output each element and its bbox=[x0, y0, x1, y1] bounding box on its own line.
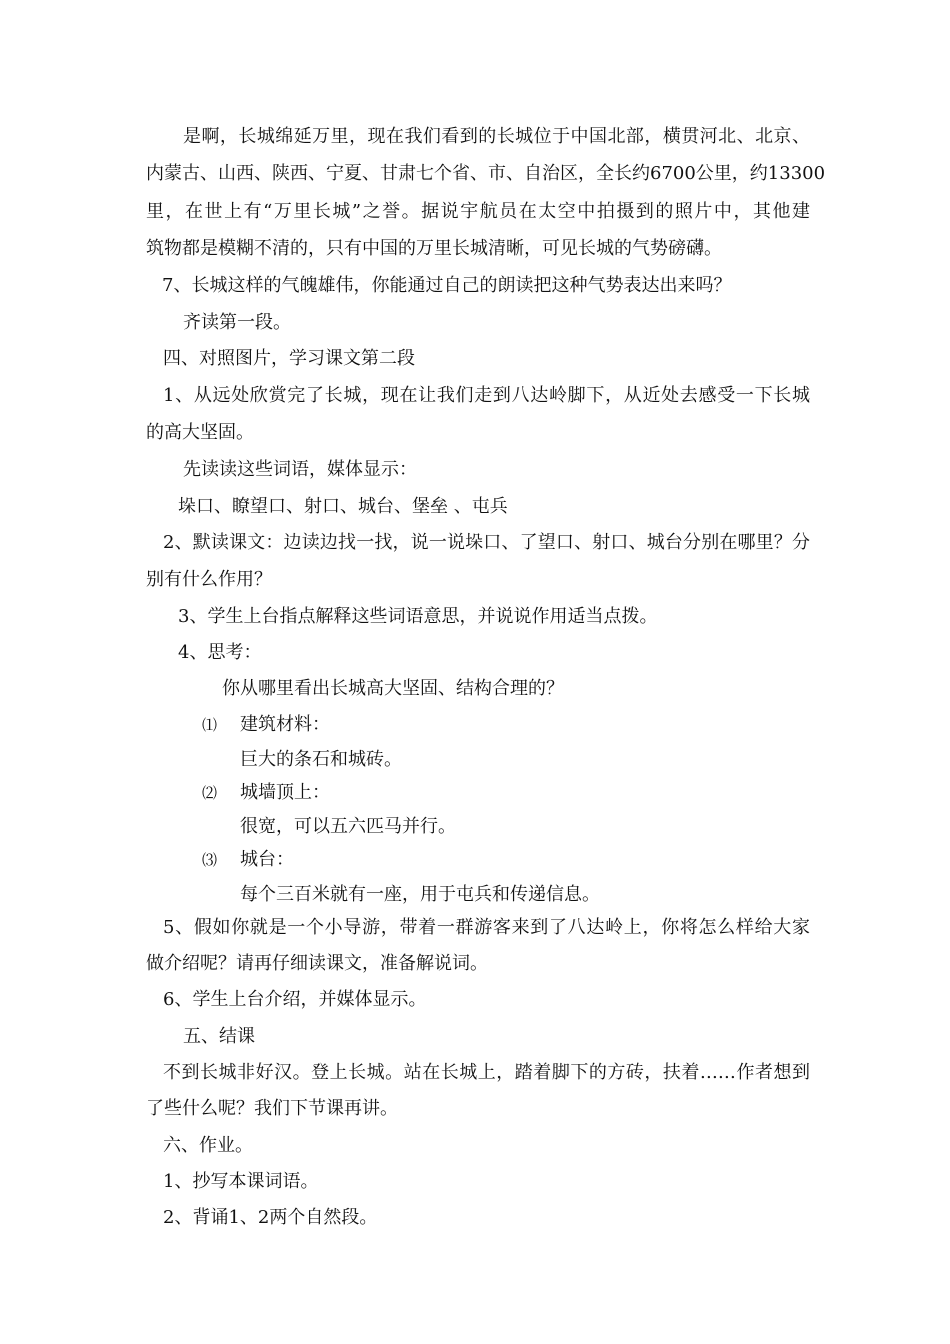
paragraph-line: 筑物都是模糊不清的，只有中国的万里长城清晰，可见长城的气势磅礴。 bbox=[146, 238, 722, 259]
section-heading: 四、对照图片，学习课文第二段 bbox=[163, 348, 415, 369]
paragraph-line: 了些什么呢？我们下节课再讲。 bbox=[146, 1098, 398, 1119]
list-item-label: 建筑材料： bbox=[240, 714, 330, 735]
paragraph-line: 内蒙古、山西、陕西、宁夏、甘肃七个省、市、自治区，全长约6700公里，约13300 bbox=[146, 163, 826, 184]
paragraph-line: 不到长城非好汉。登上长城。站在长城上，踏着脚下的方砖，扶着……作者想到 bbox=[163, 1062, 810, 1083]
paragraph-line: 的高大坚固。 bbox=[146, 422, 254, 443]
instruction-line: 齐读第一段。 bbox=[183, 312, 291, 333]
paragraph-line: 2、默读课文：边读边找一找，说一说垛口、了望口、射口、城台分别在哪里？分 bbox=[163, 532, 810, 553]
list-item bbox=[202, 781, 810, 805]
list-item bbox=[202, 713, 810, 737]
list-item-detail: 每个三百米就有一座，用于屯兵和传递信息。 bbox=[240, 884, 600, 905]
question-line: 7、长城这样的气魄雄伟，你能通过自己的朗读把这种气势表达出来吗？ bbox=[162, 275, 732, 296]
paragraph-line: 里，在世上有“万里长城”之誉。据说宇航员在太空中拍摄到的照片中，其他建 bbox=[146, 201, 810, 222]
paragraph-line: 5、假如你就是一个小导游，带着一群游客来到了八达岭上，你将怎么样给大家 bbox=[163, 917, 810, 938]
section-heading: 五、结课 bbox=[183, 1026, 255, 1047]
list-item-label: 城台： bbox=[240, 849, 294, 870]
vocabulary-line: 垛口、瞭望口、射口、城台、堡垒 、屯兵 bbox=[178, 496, 508, 517]
list-number: ⑴ bbox=[202, 716, 218, 734]
list-item-detail: 很宽，可以五六匹马并行。 bbox=[240, 816, 456, 837]
homework-item: 2、背诵1、2两个自然段。 bbox=[163, 1207, 378, 1228]
paragraph-line: 做介绍呢？请再仔细读课文，准备解说词。 bbox=[146, 953, 488, 974]
homework-item: 1、抄写本课词语。 bbox=[163, 1171, 319, 1192]
paragraph-line: 4、思考： bbox=[178, 642, 262, 663]
list-item-label: 城墙顶上： bbox=[240, 782, 330, 803]
list-number: ⑵ bbox=[202, 784, 218, 802]
paragraph-line: 是啊，长城绵延万里，现在我们看到的长城位于中国北部，横贯河北、北京、 bbox=[183, 126, 810, 147]
list-item-detail: 巨大的条石和城砖。 bbox=[240, 749, 402, 770]
section-heading: 六、作业。 bbox=[163, 1135, 253, 1156]
list-item bbox=[202, 848, 810, 872]
paragraph-line: 6、学生上台介绍，并媒体显示。 bbox=[163, 989, 427, 1010]
instruction-line: 先读读这些词语，媒体显示： bbox=[183, 459, 417, 480]
paragraph-line: 别有什么作用？ bbox=[146, 569, 272, 590]
list-number: ⑶ bbox=[202, 851, 218, 869]
question-line: 你从哪里看出长城高大坚固、结构合理的？ bbox=[222, 678, 564, 699]
paragraph-line: 1、从远处欣赏完了长城，现在让我们走到八达岭脚下，从近处去感受一下长城 bbox=[163, 385, 810, 406]
paragraph-line: 3、学生上台指点解释这些词语意思，并说说作用适当点拨。 bbox=[178, 606, 658, 627]
